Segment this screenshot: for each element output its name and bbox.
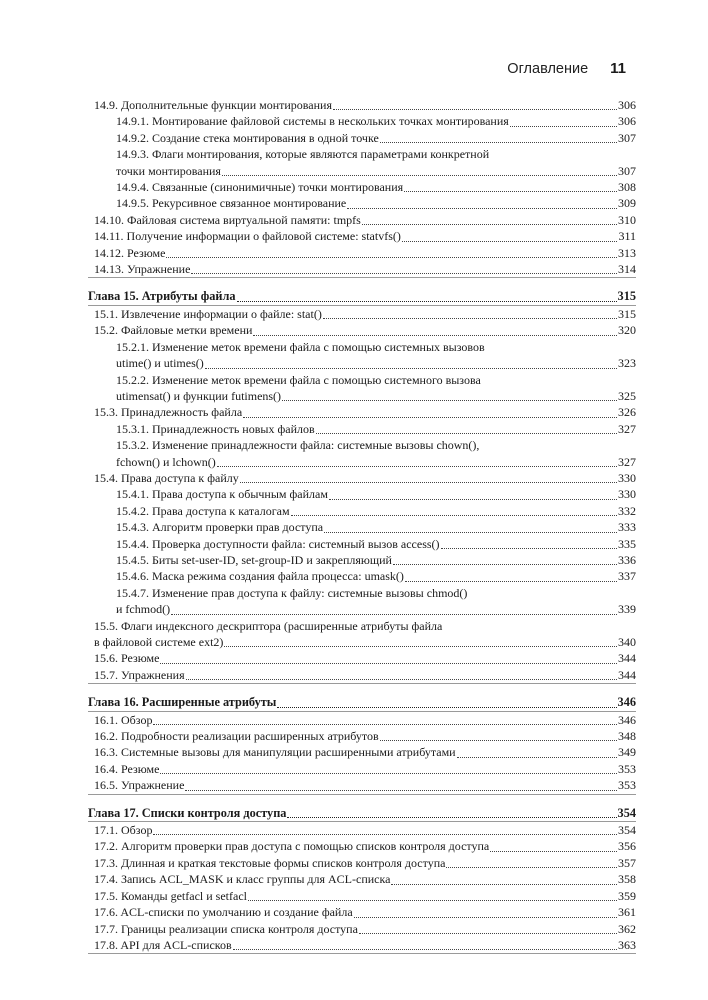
toc-entry[interactable]	[88, 937, 636, 953]
entry-page: 315	[618, 306, 636, 321]
entry-line	[94, 888, 636, 904]
entry-line	[94, 712, 636, 728]
toc-entry[interactable]	[88, 421, 636, 437]
dot-leader	[185, 784, 617, 791]
entry-line	[94, 228, 636, 244]
entry-title: 16.4. Резюме	[94, 761, 160, 776]
toc-entry[interactable]	[88, 536, 636, 552]
entry-page: 313	[618, 245, 636, 260]
entry-page: 346	[618, 712, 636, 727]
dot-leader	[237, 295, 617, 302]
entry-line	[94, 728, 636, 744]
dot-leader	[186, 673, 617, 680]
spacer	[88, 278, 636, 288]
entry-line	[116, 503, 636, 519]
dot-leader	[243, 411, 617, 418]
entry-title: 15.6. Резюме	[94, 651, 160, 666]
entry-page: 307	[618, 163, 636, 178]
entry-page: 353	[618, 778, 636, 793]
entry-line	[94, 650, 636, 666]
toc-entry[interactable]	[88, 179, 636, 195]
entry-page: 308	[618, 180, 636, 195]
entry-line	[94, 667, 636, 683]
entry-title: 16.3. Системные вызовы для манипуляции расширенными атрибутами	[94, 745, 456, 760]
entry-page: 309	[618, 196, 636, 211]
entry-title: 15.4.1. Права доступа к обычным файлам	[116, 487, 328, 502]
entry-line	[116, 454, 636, 470]
entry-title: 14.10. Файловая система виртуальной памяти: tmpfs	[94, 212, 361, 227]
entry-title: 17.4. Запись ACL_MASK и класс группы для ACL-списка	[94, 872, 391, 887]
entry-title: 14.11. Получение информации о файловой системе: statvfs()	[94, 229, 401, 244]
entry-page: 306	[618, 114, 636, 129]
entry-line	[116, 519, 636, 535]
dot-leader	[171, 608, 617, 615]
toc-entry[interactable]	[88, 306, 636, 322]
entry-line	[94, 871, 636, 887]
entry-page: 357	[618, 855, 636, 870]
dot-leader	[153, 718, 617, 725]
dot-leader	[160, 767, 617, 774]
toc-entry[interactable]	[88, 503, 636, 519]
entry-page: 327	[618, 421, 636, 436]
toc-entry[interactable]	[88, 212, 636, 228]
entry-line	[94, 838, 636, 854]
toc-entry[interactable]	[88, 744, 636, 760]
dot-leader	[362, 218, 617, 225]
entry-title: 14.9.1. Монтирование файловой системы в нескольких точках монтирования	[116, 114, 509, 129]
dot-leader	[166, 251, 617, 258]
entry-line	[94, 904, 636, 920]
chapter-line	[88, 805, 636, 821]
dot-leader	[248, 894, 617, 901]
entry-line: 15.2.2. Изменение меток времени файла с помощью системного вызова	[116, 372, 481, 387]
entry-title: 15.4.2. Права доступа к каталогам	[116, 503, 290, 518]
entry-line	[94, 97, 636, 113]
entry-title: 17.1. Обзор	[94, 823, 153, 838]
dot-leader	[354, 911, 617, 918]
toc-entry[interactable]	[88, 761, 636, 777]
dot-leader	[316, 427, 617, 434]
entry-line	[94, 261, 636, 277]
dot-leader	[402, 235, 618, 242]
entry-line	[94, 404, 636, 420]
chapter-line	[88, 694, 636, 710]
entry-page: 326	[618, 405, 636, 420]
dot-leader	[323, 312, 617, 319]
toc-entry[interactable]	[88, 585, 636, 618]
toc-entry[interactable]	[88, 618, 636, 651]
entry-title: 15.2. Файловые метки времени	[94, 323, 253, 338]
toc-entry[interactable]	[88, 261, 636, 277]
toc-entry[interactable]	[88, 667, 636, 683]
entry-title: 17.2. Алгоритм проверки прав доступа с помощью списков контроля доступа	[94, 839, 490, 854]
entry-title: 15.7. Упражнения	[94, 667, 185, 682]
entry-page: 323	[618, 356, 636, 371]
dot-leader	[224, 640, 617, 647]
entry-title: 14.12. Резюме	[94, 245, 166, 260]
entry-line	[116, 486, 636, 502]
dot-leader	[404, 185, 617, 192]
chapter-page: 315	[617, 289, 636, 304]
entry-page: 358	[618, 872, 636, 887]
toc-entry[interactable]	[88, 404, 636, 420]
entry-page: 349	[618, 745, 636, 760]
toc-entry[interactable]	[88, 113, 636, 129]
entry-line	[116, 179, 636, 195]
chapter-title: Глава 17. Списки контроля доступа	[88, 805, 287, 820]
page-header	[507, 60, 626, 82]
dot-leader	[287, 811, 616, 818]
dot-leader	[347, 202, 617, 209]
dot-leader	[441, 542, 617, 549]
entry-page: 336	[618, 552, 636, 567]
dot-leader	[405, 575, 617, 582]
entry-page: 356	[618, 839, 636, 854]
dot-leader	[324, 526, 617, 533]
toc-entry[interactable]	[88, 777, 636, 793]
dot-leader	[333, 103, 617, 110]
entry-line	[116, 388, 636, 404]
toc-entry[interactable]	[88, 339, 636, 372]
entry-line	[94, 937, 636, 953]
dot-leader	[457, 751, 617, 758]
toc-entry[interactable]	[88, 712, 636, 728]
dot-leader	[391, 878, 617, 885]
entry-title: 17.3. Длинная и краткая текстовые формы списков контроля доступа	[94, 855, 446, 870]
toc-entry[interactable]	[88, 245, 636, 261]
entry-line	[116, 552, 636, 568]
dot-leader	[191, 267, 617, 274]
toc-entry[interactable]	[88, 650, 636, 666]
entry-line	[94, 744, 636, 760]
entry-page: 330	[618, 470, 636, 485]
entry-page: 340	[618, 635, 636, 649]
entry-title: 14.9. Дополнительные функции монтирования	[94, 98, 332, 112]
chapter-heading[interactable]	[88, 805, 636, 821]
entry-line	[94, 322, 636, 338]
toc-entry[interactable]	[88, 228, 636, 244]
entry-title: 15.4.4. Проверка доступности файла: системный вызов access()	[116, 536, 440, 551]
dot-leader	[329, 493, 617, 500]
entry-title: 15.4. Права доступа к файлу	[94, 470, 239, 485]
entry-line	[94, 855, 636, 871]
entry-title: 17.6. ACL-списки по умолчанию и создание файла	[94, 905, 353, 920]
spacer	[88, 684, 636, 694]
entry-page: 314	[618, 262, 636, 277]
entry-line	[94, 245, 636, 261]
dot-leader	[240, 476, 617, 483]
entry-line	[116, 195, 636, 211]
dot-leader	[282, 394, 617, 401]
toc-entry[interactable]	[88, 130, 636, 146]
entry-title: fchown() и lchown()	[116, 454, 216, 469]
toc-entry[interactable]	[88, 568, 636, 584]
entry-page: 311	[618, 229, 636, 244]
running-title: Оглавление	[507, 61, 589, 77]
dot-leader	[217, 460, 617, 467]
dot-leader	[253, 329, 617, 336]
toc-entry[interactable]	[88, 838, 636, 854]
toc-entry[interactable]	[88, 921, 636, 937]
entry-page: 306	[618, 98, 636, 112]
dot-leader	[205, 362, 617, 369]
dot-leader	[291, 509, 617, 516]
dot-leader	[510, 120, 617, 127]
toc-entry[interactable]	[88, 871, 636, 887]
entry-line	[116, 355, 636, 371]
entry-title: 16.5. Упражнение	[94, 778, 185, 793]
dot-leader	[359, 927, 617, 934]
table-of-contents	[88, 97, 636, 954]
dot-leader	[393, 558, 617, 565]
entry-title: 14.9.5. Рекурсивное связанное монтирование	[116, 196, 347, 211]
entry-page: 344	[618, 651, 636, 666]
entry-title: в файловой системе ext2)	[94, 635, 224, 649]
entry-page: 307	[618, 130, 636, 145]
toc-entry[interactable]	[88, 470, 636, 486]
entry-title: 15.4.3. Алгоритм проверки прав доступа	[116, 520, 324, 535]
entry-page: 353	[618, 761, 636, 776]
entry-line	[94, 822, 636, 838]
spacer	[88, 795, 636, 805]
toc-entry[interactable]	[88, 552, 636, 568]
toc-entry[interactable]	[88, 195, 636, 211]
entry-page: 325	[618, 388, 636, 403]
dot-leader	[160, 657, 617, 664]
toc-entry[interactable]	[88, 437, 636, 470]
entry-page: 310	[618, 212, 636, 227]
chapter-title: Глава 16. Расширенные атрибуты	[88, 695, 277, 710]
entry-page: 330	[618, 487, 636, 502]
entry-title: 14.13. Упражнение	[94, 262, 191, 277]
entry-title: 15.3. Принадлежность файла	[94, 405, 243, 420]
page-number: 11	[610, 60, 626, 77]
dot-leader	[380, 734, 617, 741]
entry-title: 17.7. Границы реализации списка контроля доступа	[94, 921, 358, 936]
chapter-heading[interactable]	[88, 694, 636, 710]
toc-entry[interactable]	[88, 97, 636, 113]
entry-line	[94, 306, 636, 322]
dot-leader	[233, 943, 617, 950]
chapter-heading[interactable]	[88, 288, 636, 304]
toc-entry[interactable]	[88, 519, 636, 535]
entry-title: 15.4.5. Биты set-user-ID, set-group-ID и закрепляющий	[116, 552, 392, 567]
toc-entry[interactable]	[88, 822, 636, 838]
entry-title: 17.8. API для ACL-списков	[94, 937, 232, 952]
entry-title: 14.9.4. Связанные (синонимичные) точки монтирования	[116, 180, 404, 195]
entry-line: 15.5. Флаги индексного дескриптора (расширенные атрибуты файла	[94, 618, 443, 633]
entry-page: 333	[618, 520, 636, 535]
dot-leader	[153, 828, 617, 835]
toc-entry[interactable]	[88, 146, 636, 179]
dot-leader	[277, 701, 616, 708]
entry-title: 16.1. Обзор	[94, 712, 153, 727]
entry-title: 15.3.1. Принадлежность новых файлов	[116, 421, 315, 436]
entry-line: 15.4.7. Изменение прав доступа к файлу: системные вызовы chmod()	[116, 585, 468, 600]
entry-title: 16.2. Подробности реализации расширенных атрибутов	[94, 729, 379, 744]
entry-page: 362	[618, 921, 636, 936]
entry-line: 14.9.3. Флаги монтирования, которые являются параметрами конкретной	[116, 147, 490, 162]
entry-page: 337	[618, 569, 636, 584]
entry-page: 348	[618, 729, 636, 744]
entry-page: 339	[618, 602, 636, 617]
chapter-page: 354	[617, 805, 636, 820]
entry-line	[116, 601, 636, 617]
entry-title: utime() и utimes()	[116, 356, 204, 371]
entry-line	[116, 163, 636, 179]
entry-line	[116, 113, 636, 129]
toc-entry[interactable]	[88, 855, 636, 871]
entry-title: 15.4.6. Маска режима создания файла процесса: umask()	[116, 569, 404, 584]
entry-line: 15.3.2. Изменение принадлежности файла: системные вызовы chown(),	[116, 438, 480, 453]
chapter-line	[88, 288, 636, 304]
entry-line: 15.2.1. Изменение меток времени файла с помощью системных вызовов	[116, 339, 485, 354]
entry-line	[94, 761, 636, 777]
chapter-page: 346	[617, 695, 636, 710]
entry-title: 15.1. Извлечение информации о файле: stat()	[94, 306, 322, 321]
dot-leader	[446, 861, 617, 868]
entry-page: 332	[618, 503, 636, 518]
dot-leader	[222, 169, 617, 176]
entry-line	[116, 536, 636, 552]
entry-title: 17.5. Команды getfacl и setfacl	[94, 888, 247, 903]
divider	[88, 953, 636, 954]
toc-entry[interactable]	[88, 322, 636, 338]
entry-page: 363	[618, 937, 636, 952]
dot-leader	[490, 845, 617, 852]
entry-title: и fchmod()	[116, 602, 171, 617]
chapter-title: Глава 15. Атрибуты файла	[88, 289, 236, 304]
entry-line	[116, 130, 636, 146]
entry-line	[94, 212, 636, 228]
entry-line	[116, 421, 636, 437]
entry-page: 354	[618, 823, 636, 838]
entry-line	[116, 568, 636, 584]
toc-entry[interactable]	[88, 888, 636, 904]
entry-line	[94, 777, 636, 793]
entry-page: 320	[618, 323, 636, 338]
entry-page: 327	[618, 454, 636, 469]
entry-page: 335	[618, 536, 636, 551]
toc-entry[interactable]	[88, 904, 636, 920]
entry-page: 361	[618, 905, 636, 920]
entry-page: 344	[618, 667, 636, 682]
entry-title: utimensat() и функции futimens()	[116, 388, 282, 403]
entry-line	[94, 470, 636, 486]
toc-entry[interactable]	[88, 728, 636, 744]
entry-page: 359	[618, 888, 636, 903]
dot-leader	[380, 136, 617, 143]
toc-entry[interactable]	[88, 486, 636, 502]
entry-title: точки монтирования	[116, 163, 221, 178]
entry-line	[94, 634, 636, 650]
toc-entry[interactable]	[88, 372, 636, 405]
entry-line	[94, 921, 636, 937]
entry-title: 14.9.2. Создание стека монтирования в одной точке	[116, 130, 379, 145]
